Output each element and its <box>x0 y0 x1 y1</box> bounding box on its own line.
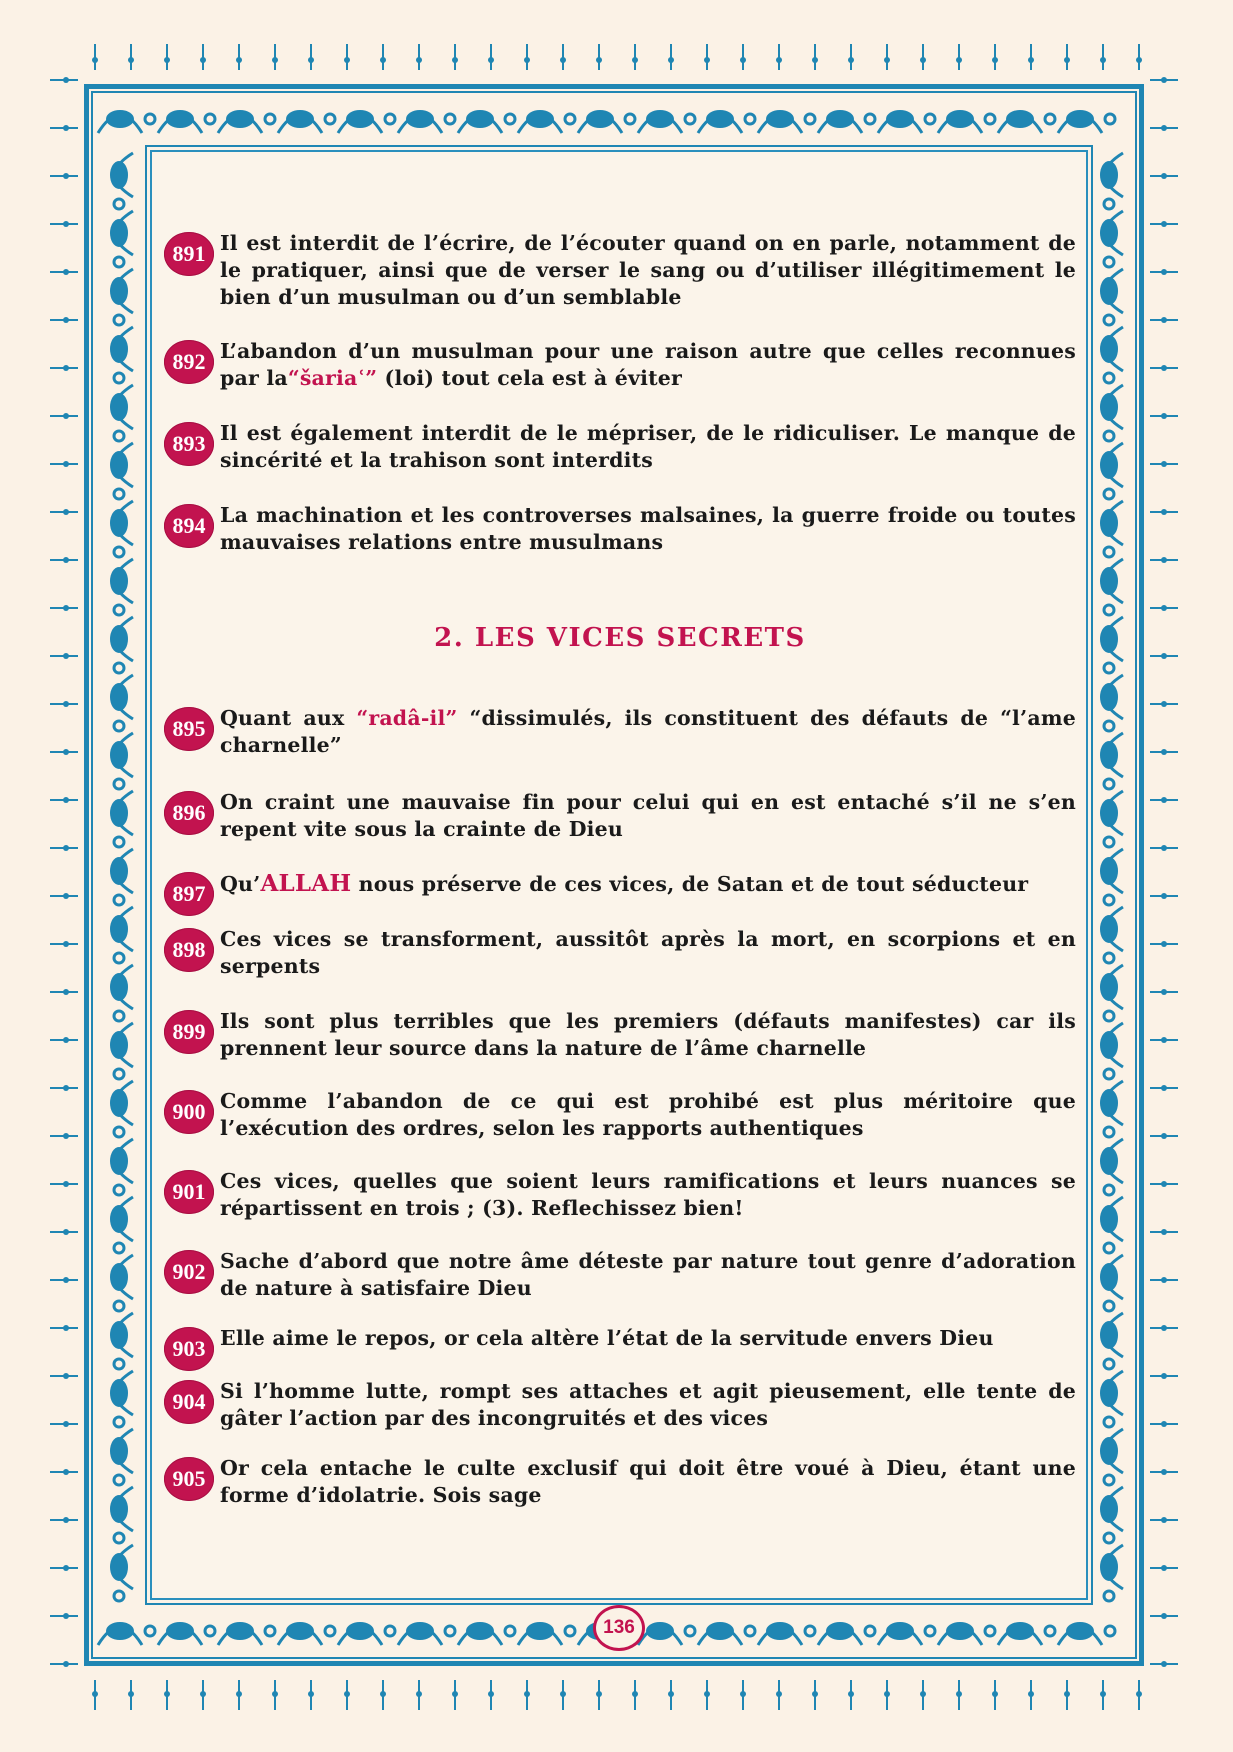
list-item <box>164 1325 1076 1371</box>
page-number: 136 <box>593 1605 645 1651</box>
list-item <box>164 1168 1076 1222</box>
entry-text <box>220 705 1076 759</box>
list-item <box>164 420 1076 474</box>
entry-text: Sache d’abord que notre âme déteste par nature tout genre d’adoration de nature à satisfaire Dieu <box>220 1249 1076 1300</box>
entry-number: 897 <box>164 872 214 916</box>
entry-text <box>220 870 1076 898</box>
entry-text: Or cela entache le culte exclusif qui doit être voué à Dieu, étant une forme d’idolatrie. Sois sage <box>220 1456 1076 1507</box>
entry-text-part: (loi) tout cela est à éviter <box>377 366 682 390</box>
entry-number: 903 <box>164 1327 214 1371</box>
entry-text <box>220 338 1076 392</box>
entry-text-part: L’abandon d’un musulman pour une raison autre que celles reconnues par la <box>220 339 1076 390</box>
entry-text: La machination et les controverses malsaines, la guerre froide ou toutes mauvaises relations entre musulmans <box>220 503 1076 554</box>
entry-number: 905 <box>164 1457 214 1501</box>
entry-text: Elle aime le repos, or cela altère l’état de la servitude envers Dieu <box>220 1326 994 1350</box>
entry-text: Il est interdit de l’écrire, de l’écouter quand on en parle, notamment de le pratiquer, ainsi que de verser le sang ou d’utiliser illégitimement le bien d’un musulman ou d’un semblable <box>220 231 1076 309</box>
term-highlight: “radâ-il” <box>356 706 458 730</box>
entry-text: Ces vices, quelles que soient leurs ramifications et leurs nuances se répartissent en trois ; (3). Reflechissez bien! <box>220 1169 1076 1220</box>
term-highlight: ALLAH <box>260 870 352 897</box>
list-item <box>164 502 1076 556</box>
list-item <box>164 1378 1076 1432</box>
entry-text-part: Quant aux <box>220 706 357 730</box>
list-item <box>164 230 1076 311</box>
list-item <box>164 789 1076 843</box>
list-item <box>164 1088 1076 1142</box>
entry-number: 895 <box>164 707 214 751</box>
entry-number: 891 <box>164 232 214 276</box>
entry-number: 894 <box>164 504 214 548</box>
list-item <box>164 926 1076 980</box>
entry-text: Il est également interdit de le mépriser, de le ridiculiser. Le manque de sincérité et la trahison sont interdits <box>220 421 1076 472</box>
entry-number: 901 <box>164 1170 214 1214</box>
entry-number: 896 <box>164 791 214 835</box>
entry-number: 892 <box>164 340 214 384</box>
list-item <box>164 1455 1076 1509</box>
list-item <box>164 1008 1076 1062</box>
list-item <box>164 870 1076 916</box>
entry-text: Comme l’abandon de ce qui est prohibé est plus méritoire que l’exécution des ordres, selon les rapports authentiques <box>220 1089 1076 1140</box>
entry-text: On craint une mauvaise fin pour celui qui en est entaché s’il ne s’en repent vite sous la crainte de Dieu <box>220 790 1076 841</box>
entry-text-part: “dissimulés, ils constituent des défauts de “l’ame charnelle” <box>220 706 1076 757</box>
entry-number: 904 <box>164 1380 214 1424</box>
entry-number: 902 <box>164 1250 214 1294</box>
entry-number: 899 <box>164 1010 214 1054</box>
entry-text: Ils sont plus terribles que les premiers (défauts manifestes) car ils prennent leur source dans la nature de l’âme charnelle <box>220 1009 1076 1060</box>
list-item <box>164 705 1076 759</box>
list-item <box>164 1248 1076 1302</box>
entry-number: 898 <box>164 928 214 972</box>
list-item <box>164 338 1076 392</box>
entry-text-part: Qu’ <box>220 872 261 896</box>
entry-text-part: nous préserve de ces vices, de Satan et de tout séducteur <box>351 872 1029 896</box>
entry-text: Si l’homme lutte, rompt ses attaches et agit pieusement, elle tente de gâter l’action par des incongruités et des vices <box>220 1379 1076 1430</box>
entry-text: Ces vices se transforment, aussitôt après la mort, en scorpions et en serpents <box>220 927 1076 978</box>
term-highlight: “šariaʿ” <box>287 366 378 390</box>
section-heading: 2. LES VICES SECRETS <box>434 623 806 653</box>
entry-number: 893 <box>164 422 214 466</box>
entry-number: 900 <box>164 1090 214 1134</box>
